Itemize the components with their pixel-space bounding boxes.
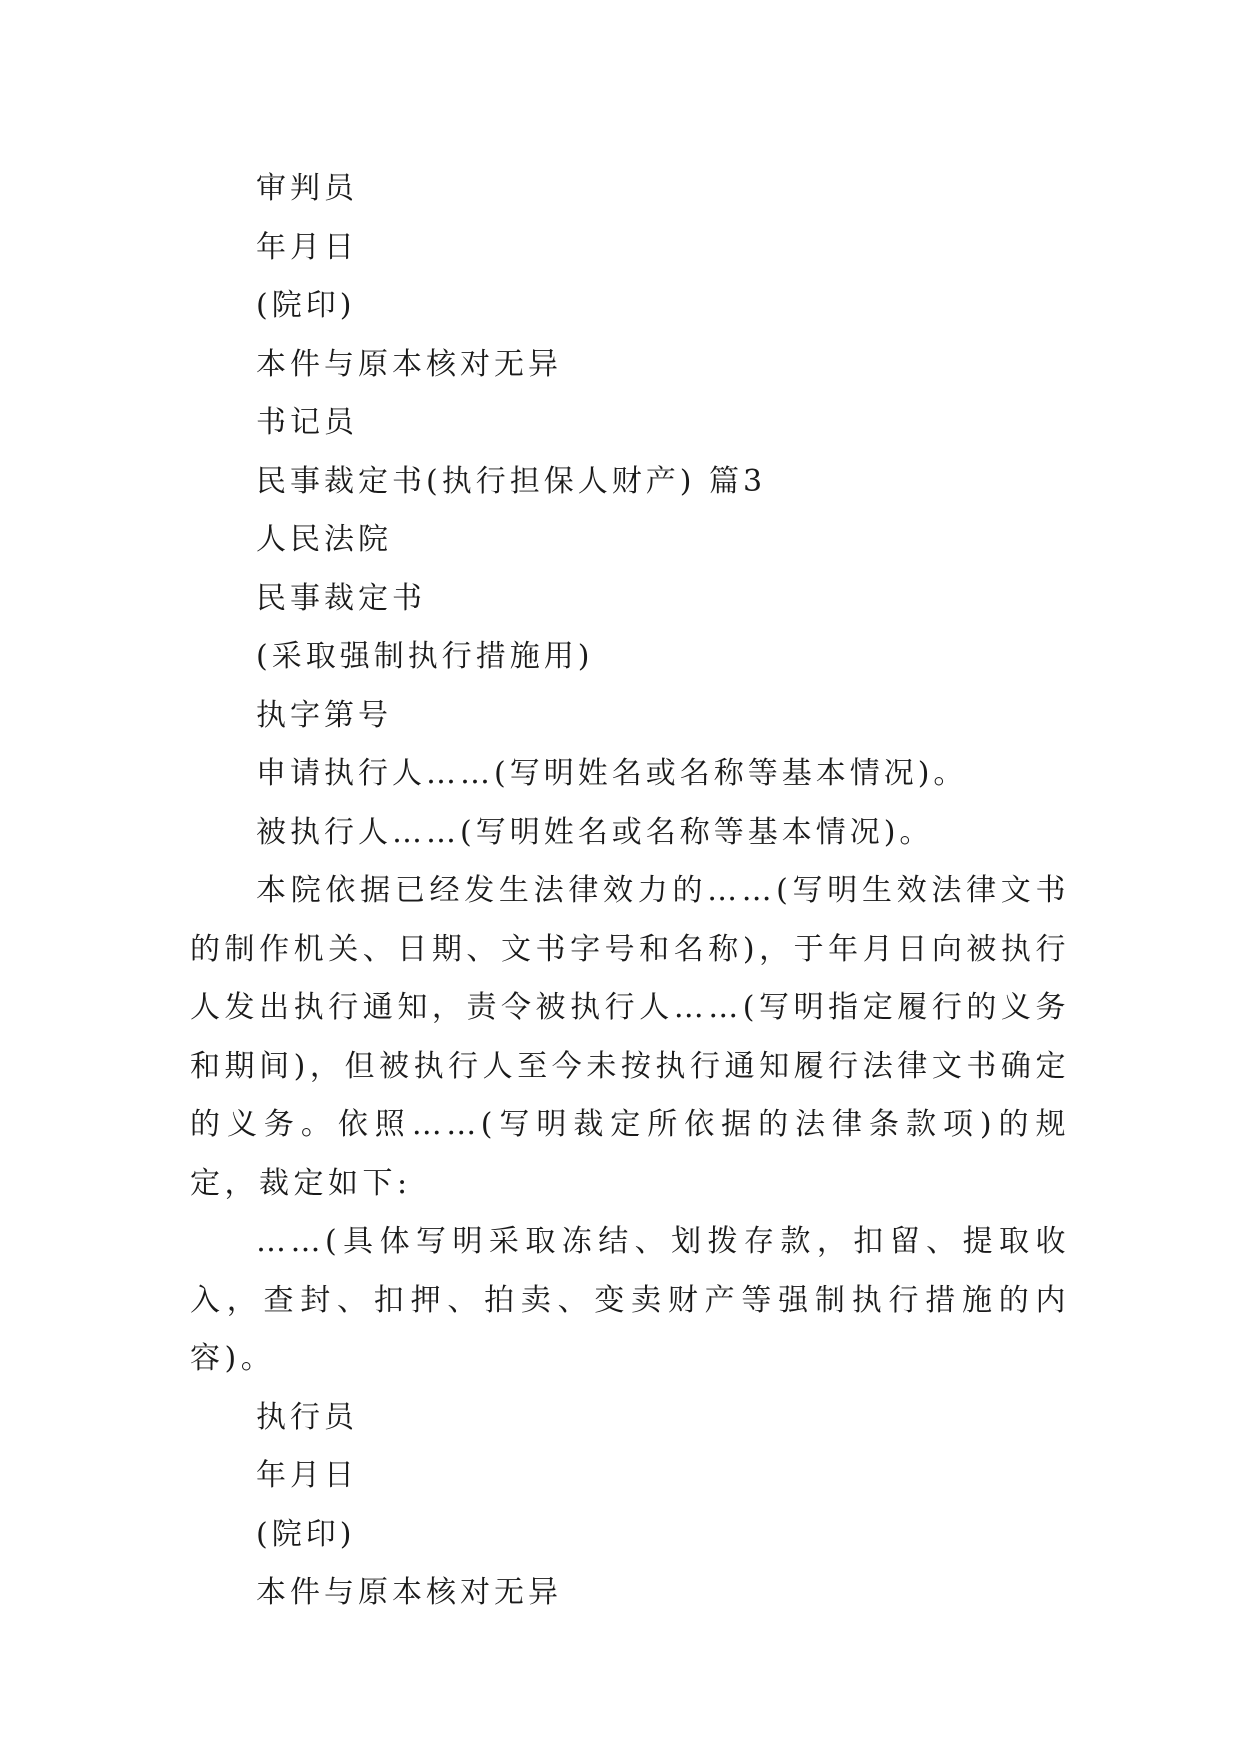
document-title: 民事裁定书: [256, 580, 426, 616]
court-name: 人民法院: [256, 522, 392, 557]
applicant-line: 申请执行人……(写明姓名或名称等基本情况)。: [256, 756, 968, 791]
ruling-paragraph: 本院依据已经发生法律效力的……(写明生效法律文书的制作机关、日期、文书字号和名称)，于年月日向被执行人发出执行通知，责令被执行人……(写明指定履行的义务和期间)，但被执行人至今未按执行通知履行法律文书确定的义务。依照……(写明裁定所依据的法律条款项)的规定，裁定如下:: [190, 873, 1070, 1201]
case-number: 执字第号: [256, 697, 392, 733]
document-body: [190, 160, 1070, 1623]
section-heading: 民事裁定书(执行担保人财产) 篇3: [256, 463, 767, 499]
document-subtitle: (采取强制执行措施用): [256, 639, 594, 674]
date-line: 年月日: [256, 229, 358, 265]
respondent-line: 被执行人……(写明姓名或名称等基本情况)。: [256, 814, 934, 850]
date-line-2: 年月日: [256, 1458, 358, 1493]
verification-note: 本件与原本核对无异: [256, 346, 562, 382]
measures-paragraph: ……(具体写明采取冻结、划拨存款，扣留、提取收入，查封、扣押、拍卖、变卖财产等强制执行措施的内容)。: [190, 1224, 1070, 1376]
court-seal-note: (院印): [256, 288, 356, 323]
judge-label: 审判员: [256, 171, 358, 206]
enforcement-officer-label: 执行员: [256, 1399, 358, 1435]
verification-note-2: 本件与原本核对无异: [256, 1575, 562, 1610]
court-seal-note-2: (院印): [256, 1516, 356, 1552]
clerk-label: 书记员: [256, 405, 358, 440]
